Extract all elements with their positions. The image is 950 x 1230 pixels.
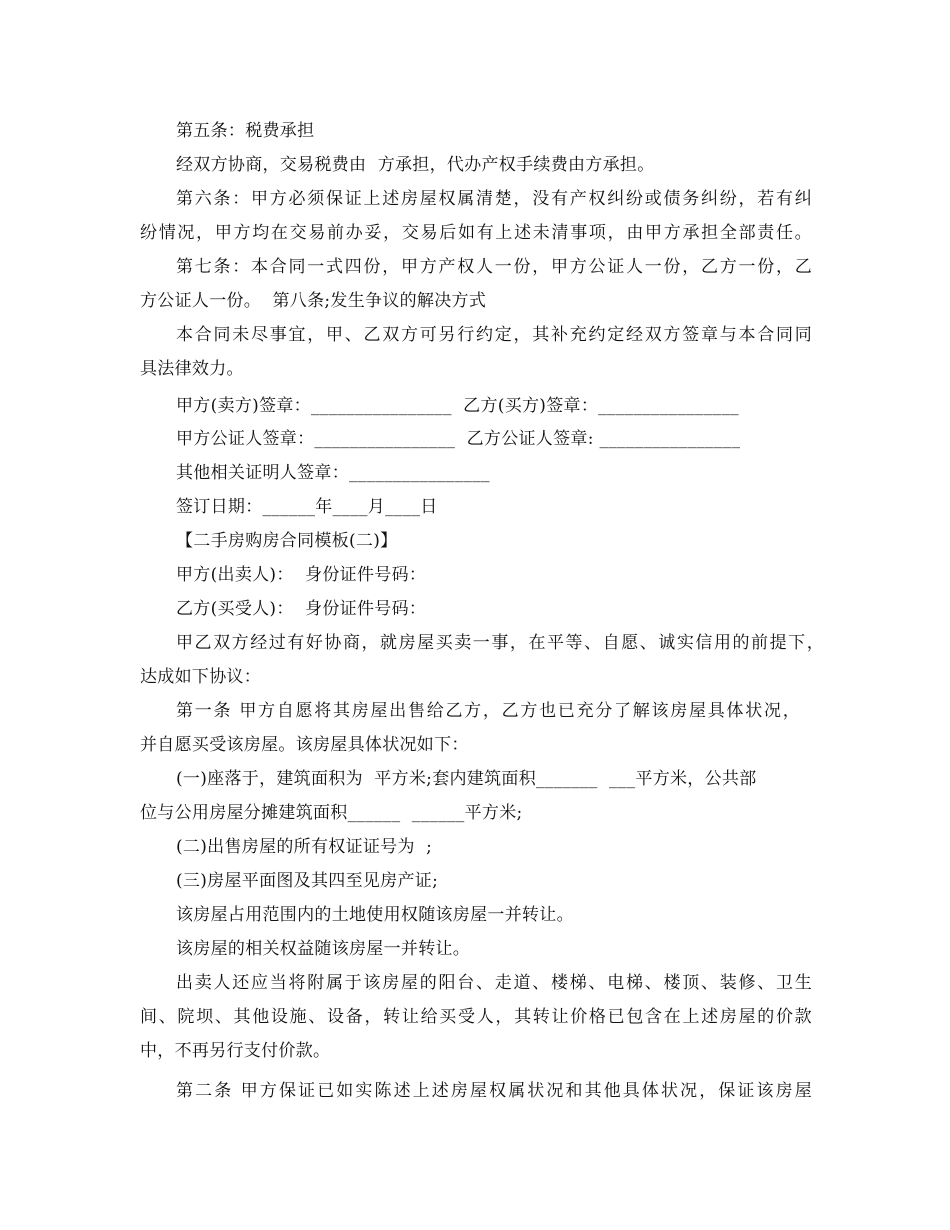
preamble-line-1: 甲乙双方经过有好协商，就房屋买卖一事，在平等、自愿、诚实信用的前提下， [176,633,824,653]
appendages-line-3: 中，不再另行支付价款。 [140,1041,331,1061]
party-b-info: 乙方(买受人)： 身份证件号码： [176,599,427,619]
signing-date: 签订日期：______年____月____日 [176,497,438,517]
article-5-heading: 第五条：税费承担 [176,121,315,141]
signature-line-notaries: 甲方公证人签章：________________ 乙方公证人签章: ________________ [176,429,741,449]
party-a-info: 甲方(出卖人)： 身份证件号码： [176,565,427,585]
article-5-text: 经双方协商，交易税费由 方承担，代办产权手续费由方承担。 [176,155,655,175]
template-2-title: 【二手房购房合同模板(二)】 [176,531,398,551]
item-1-line-1: (一)座落于，建筑面积为 平方米;套内建筑面积_______ ___平方米，公共部 [176,769,757,789]
appendages-line-2: 间、院坝、其他设施、设备，转让给买受人，其转让价格已包含在上述房屋的价款 [140,1007,812,1027]
article-7-line-2: 方公证人一份。 第八条;发生争议的解决方式 [140,291,487,311]
item-2: (二)出售房屋的所有权证证号为 ; [176,837,433,857]
item-3: (三)房屋平面图及其四至见房产证; [176,871,439,891]
item-1-line-2: 位与公用房屋分摊建筑面积______ ______平方米; [140,803,523,823]
signature-line-witness: 其他相关证明人签章：________________ [176,463,490,483]
article-1-line-2: 并自愿买受该房屋。该房屋具体状况如下： [140,735,469,755]
preamble-line-2: 达成如下协议： [140,667,262,687]
article-1-line-1: 第一条 甲方自愿将其房屋出售给乙方，乙方也已充分了解该房屋具体状况， [176,701,800,721]
article-2-line-1: 第二条 甲方保证已如实陈述上述房屋权属状况和其他具体状况，保证该房屋 [176,1081,812,1101]
supplement-line-2: 具法律效力。 [140,359,244,379]
rights-transfer: 该房屋的相关权益随该房屋一并转让。 [176,939,471,959]
land-use-right-transfer: 该房屋占用范围内的土地使用权随该房屋一并转让。 [176,905,574,925]
article-6-line-2: 纷情况，甲方均在交易前办妥，交易后如有上述未清事项，由甲方承担全部责任。 [140,223,812,243]
signature-line-seller-buyer: 甲方(卖方)签章：________________ 乙方(买方)签章：________________ [176,396,739,416]
article-6-line-1: 第六条：甲方必须保证上述房屋权属清楚，没有产权纠纷或债务纠纷，若有纠 [176,189,812,209]
appendages-line-1: 出卖人还应当将附属于该房屋的阳台、走道、楼梯、电梯、楼顶、装修、卫生 [176,973,812,993]
supplement-line-1: 本合同未尽事宜，甲、乙双方可另行约定，其补充约定经双方签章与本合同同 [176,325,812,345]
article-7-line-1: 第七条：本合同一式四份，甲方产权人一份，甲方公证人一份，乙方一份，乙 [176,257,812,277]
